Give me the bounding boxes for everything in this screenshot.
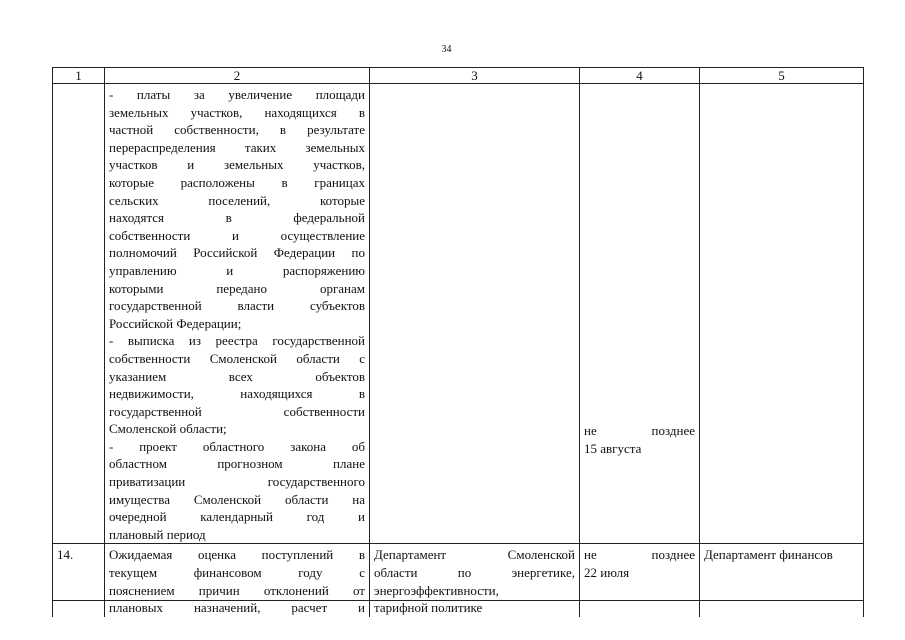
documents-line: Российской Федерации;	[109, 315, 242, 331]
row-number-cell: 14.	[53, 544, 105, 617]
header-col-2: 2	[105, 68, 370, 84]
documents-line: которыми передано органам	[109, 280, 365, 296]
documents-line: находятся в федеральной	[109, 210, 365, 226]
documents-line: участков и земельных участков,	[109, 157, 365, 173]
documents-line: - проект областного закона об	[109, 438, 365, 454]
header-col-3: 3	[370, 68, 580, 84]
documents-line: очередной календарный год и	[109, 509, 365, 525]
header-col-5: 5	[700, 68, 864, 84]
documents-line: управлению и распоряжению	[109, 262, 365, 278]
responsible-cell	[370, 84, 580, 544]
documents-cell	[105, 84, 370, 544]
header-row	[53, 68, 864, 84]
documents-line: плановых назначений, расчет и	[109, 600, 365, 616]
documents-line: плановый период	[109, 526, 206, 542]
deadline-cell	[580, 84, 700, 544]
documents-line: пояснением причин отклонений от	[109, 582, 365, 598]
deadline-cell	[580, 544, 700, 617]
recipient-cell	[700, 84, 864, 544]
documents-line: государственной власти субъектов	[109, 298, 365, 314]
responsible-line: области по энергетике,	[374, 565, 575, 581]
recipient-cell	[700, 544, 864, 617]
header-col-1: 1	[53, 68, 105, 84]
documents-line: - выписка из реестра государственной	[109, 333, 365, 349]
deadline-table	[52, 67, 864, 617]
deadline-line: 15 августа	[584, 440, 642, 456]
responsible-line: энергоэффективности,	[374, 582, 499, 598]
documents-line: собственности Смоленской области с	[109, 350, 365, 366]
documents-line: перераспределения таких земельных	[109, 139, 365, 155]
documents-line: сельских поселений, которые	[109, 192, 365, 208]
documents-line: указанием всех объектов	[109, 368, 365, 384]
documents-line: Ожидаемая оценка поступлений в	[109, 547, 365, 563]
documents-cell	[105, 544, 370, 617]
responsible-line: тарифной политике	[374, 600, 483, 616]
table-row	[53, 544, 864, 617]
responsible-cell	[370, 544, 580, 617]
table-row	[53, 84, 864, 544]
row-number-cell	[53, 84, 105, 544]
documents-line: текущем финансовом году с	[109, 565, 365, 581]
documents-line: частной собственности, в результате	[109, 122, 365, 138]
deadline-line: 22 июля	[584, 565, 630, 581]
recipient-text: Департамент финансов	[704, 547, 833, 563]
header-col-4: 4	[580, 68, 700, 84]
documents-line: земельных участков, находящихся в	[109, 104, 365, 120]
deadline-line: не позднее	[584, 423, 695, 438]
responsible-line: Департамент Смоленской	[374, 547, 575, 563]
documents-line: которые расположены в границах	[109, 174, 365, 190]
page-number: 34	[441, 44, 452, 55]
documents-line: государственной собственности	[109, 403, 365, 419]
documents-line: Смоленской области;	[109, 421, 227, 437]
documents-line: приватизации государственного	[109, 474, 365, 490]
documents-line: собственности и осуществление	[109, 227, 365, 243]
documents-line: областном прогнозном плане	[109, 456, 365, 472]
documents-line: недвижимости, находящихся в	[109, 386, 365, 402]
table-bottom-border	[52, 600, 863, 601]
documents-line: полномочий Российской Федерации по	[109, 245, 365, 261]
deadline-line: не позднее	[584, 547, 695, 563]
documents-line: - платы за увеличение площади	[109, 87, 365, 102]
documents-line: имущества Смоленской области на	[109, 491, 365, 507]
